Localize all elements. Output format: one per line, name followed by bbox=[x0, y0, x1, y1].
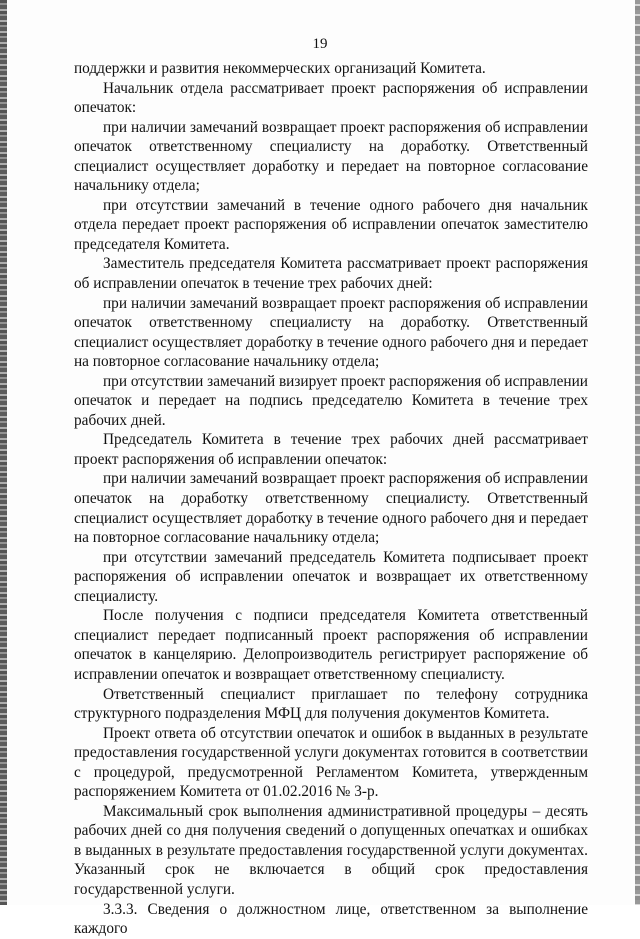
paragraph: при наличии замечаний возвращает проект распоряжения об исправлении опечаток на доработку ответственному специалисту. Ответственный специалист осуществляет доработку в течение одного рабочего дня и передает на повторное согласование начальнику отдела; bbox=[74, 470, 588, 547]
paragraph: Максимальный срок выполнения административной процедуры – десять рабочих дней со дня получения сведений о допущенных опечатках и ошибках в выданных в результате предоставления государственной услуги документах. Указанный срок не включается в общий срок предоставления государственной услуги. bbox=[74, 802, 588, 898]
paragraph: Председатель Комитета в течение трех рабочих дней рассматривает проект распоряжения об исправлении опечаток: bbox=[74, 431, 588, 468]
scan-edge-left bbox=[0, 0, 7, 905]
paragraph: Ответственный специалист приглашает по телефону сотрудника структурного подразделения МФЦ для получения документов Комитета. bbox=[74, 685, 588, 723]
paragraph: поддержки и развития некоммерческих организаций Комитета. bbox=[74, 60, 486, 77]
body-text bbox=[74, 59, 588, 939]
paragraph: Заместитель председателя Комитета рассматривает проект распоряжения об исправлении опечаток в течение трех рабочих дней: bbox=[74, 255, 588, 293]
paragraph: при наличии замечаний возвращает проект распоряжения об исправлении опечаток ответственному специалисту на доработку. Ответственный специалист осуществляет доработку и передает на повторное согласование начальнику отдела; bbox=[74, 118, 588, 195]
paragraph: 3.3.3. Сведения о должностном лице, ответственном за выполнение каждого bbox=[74, 900, 588, 938]
scan-edge-right bbox=[635, 0, 640, 905]
paragraph: при отсутствии замечаний председатель Комитета подписывает проект распоряжения об исправлении опечаток и возвращает их ответственному специалисту. bbox=[74, 548, 588, 605]
paragraph: Начальник отдела рассматривает проект распоряжения об исправлении опечаток: bbox=[74, 79, 588, 117]
paragraph: при отсутствии замечаний в течение одного рабочего дня начальник отдела передает проект распоряжения об исправлении опечаток заместителю председателя Комитета. bbox=[74, 196, 588, 253]
paragraph: при наличии замечаний возвращает проект распоряжения об исправлении опечаток ответственному специалисту на доработку. Ответственный специалист осуществляет доработку в течение одного рабочего дня и передает на повторное согласование начальнику отдела; bbox=[74, 294, 588, 371]
page-number: 19 bbox=[312, 36, 328, 52]
paragraph: Проект ответа об отсутствии опечаток и ошибок в выданных в результате предоставления государственной услуги документах готовится в соответствии с процедурой, предусмотренной Регламентом Комитета, утвержденным распоряжением Комитета от 01.02.2016 № 3-р. bbox=[74, 724, 588, 801]
paragraph: После получения с подписи председателя Комитета ответственный специалист передает подписанный проект распоряжения об исправлении опечаток в канцелярию. Делопроизводитель регистрирует распоряжение об исправлении опечаток и возвращает ответственному специалисту. bbox=[74, 607, 588, 683]
paragraph: при отсутствии замечаний визирует проект распоряжения об исправлении опечаток и передает на подпись председателю Комитета в течение трех рабочих дней. bbox=[74, 372, 588, 429]
